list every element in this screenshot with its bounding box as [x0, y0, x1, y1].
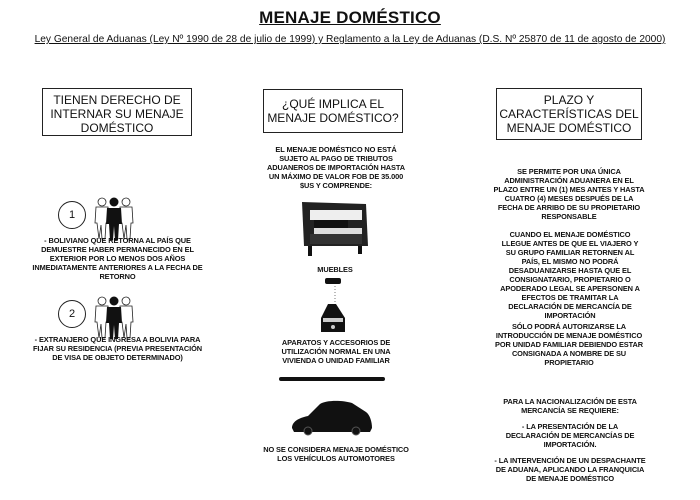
middle-heading: ¿QUÉ IMPLICA EL MENAJE DOMÉSTICO? — [267, 97, 399, 125]
early-arrival-paragraph: CUANDO EL MENAJE DOMÉSTICO LLEGUE ANTES DE QUE EL VIAJERO Y SU GRUPO FAMILIAR RETORNEN AL PAÍS, EL MISMO NO PODRÁ DESADUANIZARSE HASTA QUE EL CONSIGNATARIO, PROPIETARIO O APODERADO LEGAL SE APERSONEN A EFECTOS DE TRAMITAR LA DECLARACIÓN DE MERCANCÍA DE IMPORTACIÓN — [500, 230, 640, 320]
car-icon — [290, 398, 374, 436]
page-title: MENAJE DOMÉSTICO — [259, 8, 441, 27]
right-heading: PLAZO Y CARACTERÍSTICAS DEL MENAJE DOMÉSTICO — [499, 93, 639, 135]
eligibility-item-2: - EXTRANJERO QUE INGRESA A BOLIVIA PARA FIJAR SU RESIDENCIA (PREVIA PRESENTACIÓN DE VISA DE OBJETO DETERMINADO) — [32, 335, 202, 362]
term-paragraph: SE PERMITE POR UNA ÚNICA ADMINISTRACIÓN ADUANERA EN EL PLAZO ENTRE UN (1) MES ANTES Y HASTA CUATRO (4) MESES DESPUÉS DE LA FECHA DE ARRIBO DE SU PROPIETARIO RESPONSABLE — [493, 167, 645, 221]
furniture-label: MUEBLES — [317, 265, 353, 274]
furniture-icon — [300, 200, 370, 258]
appliance-icon — [318, 276, 348, 336]
nationalization-requirements: PARA LA NACIONALIZACIÓN DE ESTA MERCANCÍA SE REQUIERE: — [503, 397, 637, 415]
requirement-customs-agent: - LA INTERVENCIÓN DE UN DESPACHANTE DE ADUANA, APLICANDO LA FRANQUICIA DE MENAJE DOMÉSTICO — [494, 456, 646, 483]
eligibility-item-1: - BOLIVIANO QUE RETORNA AL PAÍS QUE DEMUESTRE HABER PERMANECIDO EN EL EXTERIOR POR LO MENOS DOS AÑOS INMEDIATAMENTE ANTERIORES A LA FECHA DE RETORNO — [32, 236, 203, 281]
item-number-badge: 1 — [58, 201, 86, 229]
left-heading: TIENEN DERECHO DE INTERNAR SU MENAJE DOMÉSTICO — [50, 93, 184, 135]
section-divider — [279, 377, 385, 381]
right-heading-box — [496, 88, 642, 140]
exemption-intro: EL MENAJE DOMÉSTICO NO ESTÁ SUJETO AL PAGO DE TRIBUTOS ADUANEROS DE IMPORTACIÓN HASTA UN MÁXIMO DE VALOR FOB DE 35.000 $US Y COMPRENDE: — [267, 145, 405, 190]
left-heading-box — [42, 88, 192, 136]
vehicles-exclusion: NO SE CONSIDERA MENAJE DOMÉSTICO LOS VEHÍCULOS AUTOMOTORES — [263, 445, 409, 463]
middle-heading-box — [263, 89, 403, 133]
legal-reference: Ley General de Aduanas (Ley Nº 1990 de 28 de julio de 1999) y Reglamento a la Ley de Aduanas (D.S. Nº 25870 de 11 de agosto de 2000) — [34, 34, 666, 45]
people-group-icon — [94, 197, 134, 241]
authorization-paragraph: SÓLO PODRÁ AUTORIZARSE LA INTRODUCCIÓN DE MENAJE DOMÉSTICO POR UNIDAD FAMILIAR DEBIENDO ESTAR CONSIGNADA A NOMBRE DE SU PROPIETARIO — [495, 322, 643, 367]
item-number-badge: 2 — [58, 300, 86, 328]
people-group-icon — [94, 296, 134, 340]
appliances-label: APARATOS Y ACCESORIOS DE UTILIZACIÓN NORMAL EN UNA VIVIENDA O UNIDAD FAMILIAR — [281, 338, 391, 365]
requirement-declaration: - LA PRESENTACIÓN DE LA DECLARACIÓN DE MERCANCÍAS DE IMPORTACIÓN. — [505, 422, 635, 449]
